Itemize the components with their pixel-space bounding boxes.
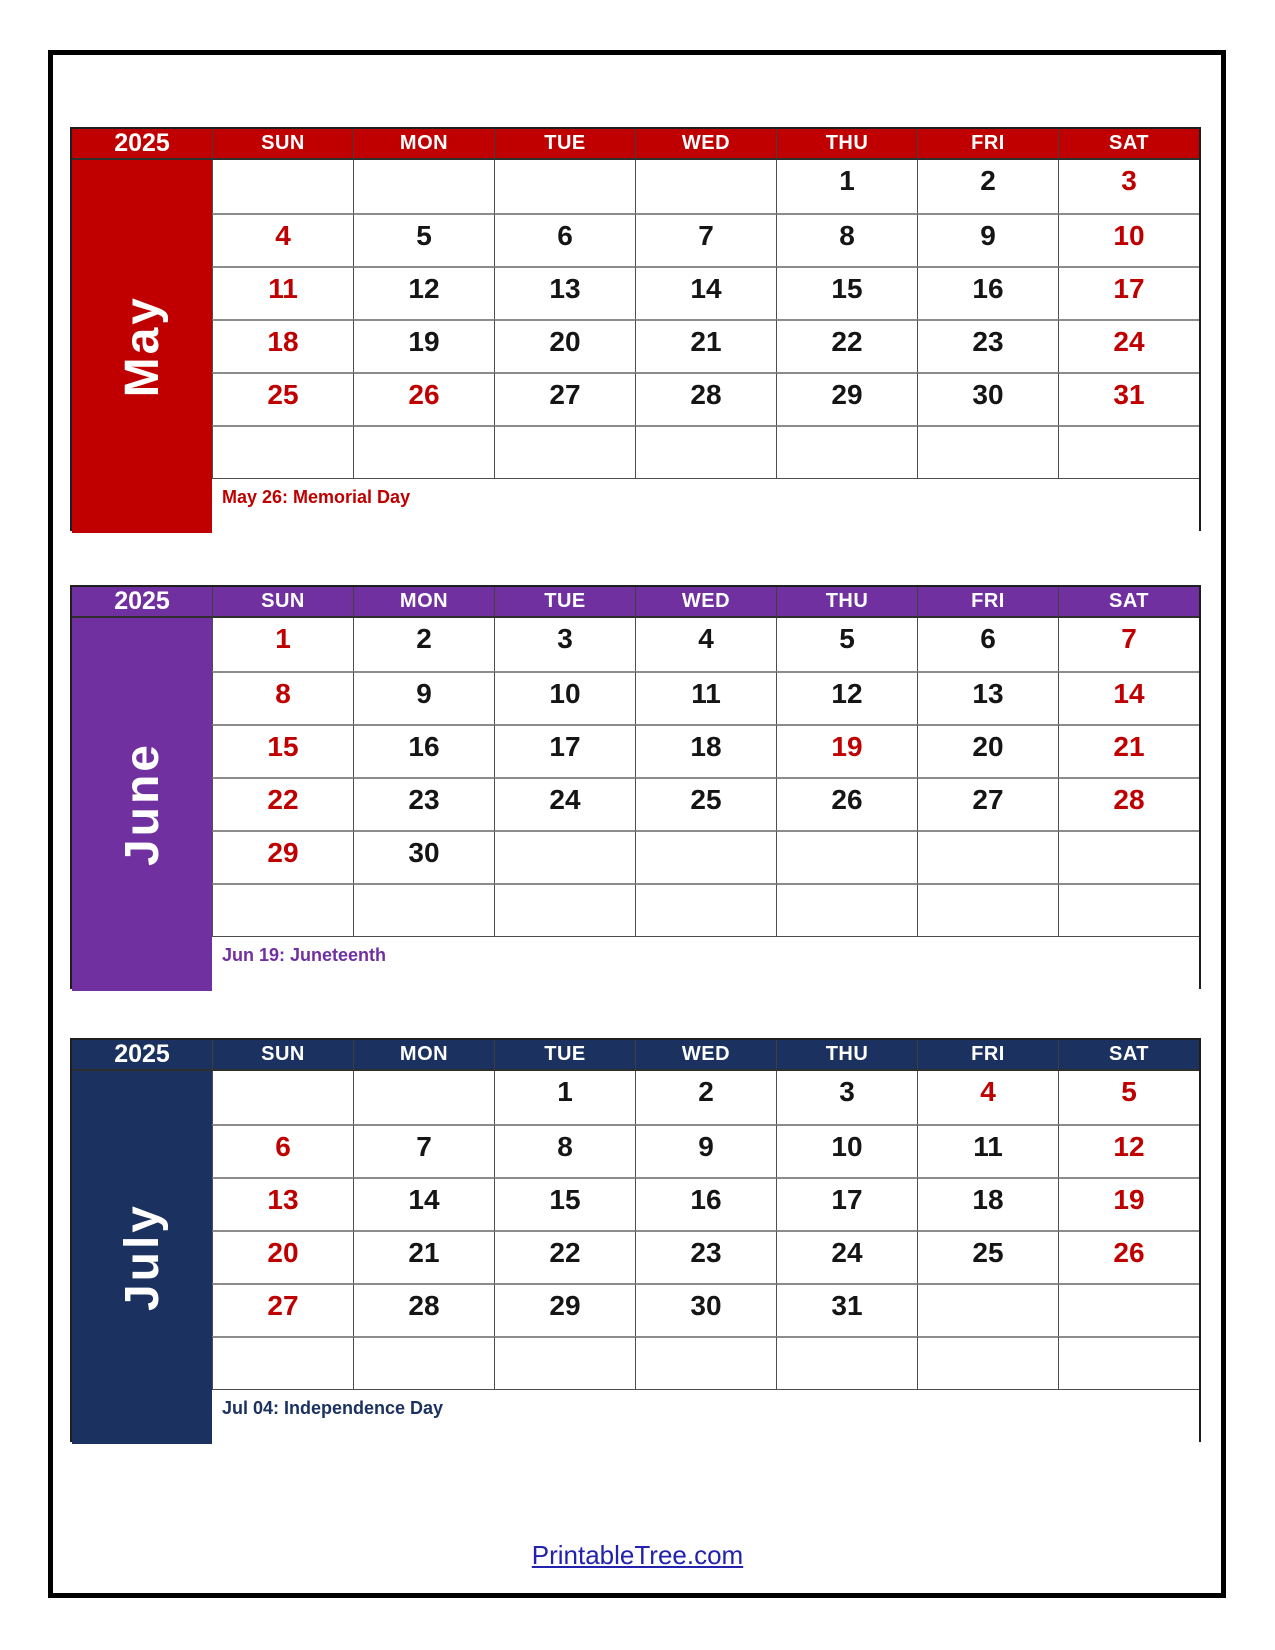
date-cell-empty [353, 1336, 494, 1389]
weekday-header-fri: FRI [917, 129, 1058, 160]
date-cell-may-9: 9 [917, 213, 1058, 266]
date-cell-june-25: 25 [635, 777, 776, 830]
date-cell-empty [635, 160, 776, 213]
date-cell-june-6: 6 [917, 618, 1058, 671]
footer-site-link[interactable]: PrintableTree.com [531, 1540, 744, 1570]
date-cell-may-5: 5 [353, 213, 494, 266]
date-cell-june-12: 12 [776, 671, 917, 724]
date-cell-june-15: 15 [212, 724, 353, 777]
date-cell-empty [212, 1336, 353, 1389]
date-cell-july-20: 20 [212, 1230, 353, 1283]
date-cell-june-8: 8 [212, 671, 353, 724]
weekday-header-tue: TUE [494, 587, 635, 618]
holiday-note: Jun 19: Juneteenth [212, 936, 1199, 991]
date-cell-empty [635, 830, 776, 883]
date-cell-july-16: 16 [635, 1177, 776, 1230]
date-cell-may-21: 21 [635, 319, 776, 372]
weekday-header-mon: MON [353, 129, 494, 160]
weekday-header-sun: SUN [212, 129, 353, 160]
date-cell-june-24: 24 [494, 777, 635, 830]
date-cell-empty [494, 160, 635, 213]
date-cell-may-10: 10 [1058, 213, 1199, 266]
date-cell-july-11: 11 [917, 1124, 1058, 1177]
date-cell-empty [1058, 830, 1199, 883]
weekday-header-sat: SAT [1058, 1040, 1199, 1071]
weekday-header-wed: WED [635, 587, 776, 618]
date-cell-may-23: 23 [917, 319, 1058, 372]
month-name-block [72, 160, 212, 533]
date-cell-june-28: 28 [1058, 777, 1199, 830]
year-label: 2025 [72, 129, 212, 160]
holiday-note: Jul 04: Independence Day [212, 1389, 1199, 1444]
date-cell-june-23: 23 [353, 777, 494, 830]
date-cell-empty [776, 1336, 917, 1389]
weekday-header-fri: FRI [917, 1040, 1058, 1071]
weekday-header-fri: FRI [917, 587, 1058, 618]
date-cell-empty [776, 830, 917, 883]
date-cell-may-3: 3 [1058, 160, 1199, 213]
weekday-header-wed: WED [635, 129, 776, 160]
date-cell-empty [917, 1283, 1058, 1336]
date-cell-july-23: 23 [635, 1230, 776, 1283]
date-cell-empty [353, 425, 494, 478]
date-cell-may-6: 6 [494, 213, 635, 266]
date-cell-june-11: 11 [635, 671, 776, 724]
date-cell-empty [917, 425, 1058, 478]
date-cell-june-4: 4 [635, 618, 776, 671]
date-cell-june-18: 18 [635, 724, 776, 777]
date-cell-june-3: 3 [494, 618, 635, 671]
date-cell-july-27: 27 [212, 1283, 353, 1336]
weekday-header-wed: WED [635, 1040, 776, 1071]
date-cell-empty [212, 425, 353, 478]
date-cell-july-12: 12 [1058, 1124, 1199, 1177]
date-cell-may-29: 29 [776, 372, 917, 425]
date-cell-july-6: 6 [212, 1124, 353, 1177]
date-cell-empty [494, 1336, 635, 1389]
date-cell-empty [776, 883, 917, 936]
date-cell-may-28: 28 [635, 372, 776, 425]
date-cell-may-2: 2 [917, 160, 1058, 213]
date-cell-july-13: 13 [212, 1177, 353, 1230]
date-cell-empty [1058, 425, 1199, 478]
date-cell-empty [494, 425, 635, 478]
month-name-label: May [115, 295, 169, 398]
date-cell-june-17: 17 [494, 724, 635, 777]
month-name-block [72, 618, 212, 991]
date-cell-may-18: 18 [212, 319, 353, 372]
date-cell-july-2: 2 [635, 1071, 776, 1124]
weekday-header-mon: MON [353, 587, 494, 618]
date-cell-may-8: 8 [776, 213, 917, 266]
date-cell-june-26: 26 [776, 777, 917, 830]
date-cell-empty [1058, 1283, 1199, 1336]
date-cell-june-29: 29 [212, 830, 353, 883]
date-cell-empty [1058, 1336, 1199, 1389]
date-cell-july-15: 15 [494, 1177, 635, 1230]
date-cell-empty [353, 883, 494, 936]
date-cell-empty [917, 830, 1058, 883]
date-cell-july-4: 4 [917, 1071, 1058, 1124]
month-name-label: July [115, 1203, 169, 1312]
date-cell-may-12: 12 [353, 266, 494, 319]
date-cell-empty [212, 883, 353, 936]
date-cell-july-10: 10 [776, 1124, 917, 1177]
date-cell-july-21: 21 [353, 1230, 494, 1283]
holiday-note: May 26: Memorial Day [212, 478, 1199, 533]
year-label: 2025 [72, 587, 212, 618]
date-cell-empty [494, 830, 635, 883]
date-cell-july-5: 5 [1058, 1071, 1199, 1124]
date-cell-june-20: 20 [917, 724, 1058, 777]
date-cell-empty [353, 160, 494, 213]
date-cell-may-16: 16 [917, 266, 1058, 319]
date-cell-july-1: 1 [494, 1071, 635, 1124]
date-cell-july-26: 26 [1058, 1230, 1199, 1283]
date-cell-empty [917, 1336, 1058, 1389]
date-cell-june-7: 7 [1058, 618, 1199, 671]
date-cell-empty [353, 1071, 494, 1124]
date-cell-empty [917, 883, 1058, 936]
weekday-header-tue: TUE [494, 129, 635, 160]
date-cell-may-27: 27 [494, 372, 635, 425]
footer [0, 1540, 1275, 1571]
date-cell-may-22: 22 [776, 319, 917, 372]
date-cell-june-21: 21 [1058, 724, 1199, 777]
date-cell-july-18: 18 [917, 1177, 1058, 1230]
date-cell-may-19: 19 [353, 319, 494, 372]
weekday-header-mon: MON [353, 1040, 494, 1071]
date-cell-july-31: 31 [776, 1283, 917, 1336]
date-cell-july-29: 29 [494, 1283, 635, 1336]
date-cell-empty [776, 425, 917, 478]
date-cell-empty [212, 160, 353, 213]
date-cell-may-25: 25 [212, 372, 353, 425]
date-cell-empty [1058, 883, 1199, 936]
date-cell-june-2: 2 [353, 618, 494, 671]
date-cell-july-25: 25 [917, 1230, 1058, 1283]
month-calendar-may [70, 127, 1201, 531]
date-cell-may-1: 1 [776, 160, 917, 213]
date-cell-june-14: 14 [1058, 671, 1199, 724]
date-cell-june-1: 1 [212, 618, 353, 671]
date-cell-may-14: 14 [635, 266, 776, 319]
month-calendar-july [70, 1038, 1201, 1442]
date-cell-july-30: 30 [635, 1283, 776, 1336]
date-cell-june-19: 19 [776, 724, 917, 777]
weekday-header-thu: THU [776, 129, 917, 160]
weekday-header-thu: THU [776, 1040, 917, 1071]
date-cell-empty [635, 1336, 776, 1389]
weekday-header-sat: SAT [1058, 129, 1199, 160]
date-cell-empty [635, 425, 776, 478]
year-label: 2025 [72, 1040, 212, 1071]
date-cell-may-20: 20 [494, 319, 635, 372]
date-cell-may-15: 15 [776, 266, 917, 319]
date-cell-july-28: 28 [353, 1283, 494, 1336]
date-cell-empty [494, 883, 635, 936]
date-cell-may-4: 4 [212, 213, 353, 266]
date-cell-june-30: 30 [353, 830, 494, 883]
date-cell-june-13: 13 [917, 671, 1058, 724]
weekday-header-sun: SUN [212, 1040, 353, 1071]
date-cell-may-30: 30 [917, 372, 1058, 425]
date-cell-empty [212, 1071, 353, 1124]
weekday-header-tue: TUE [494, 1040, 635, 1071]
month-name-label: June [115, 742, 169, 867]
date-cell-may-13: 13 [494, 266, 635, 319]
date-cell-july-14: 14 [353, 1177, 494, 1230]
date-cell-june-16: 16 [353, 724, 494, 777]
weekday-header-thu: THU [776, 587, 917, 618]
weekday-header-sun: SUN [212, 587, 353, 618]
date-cell-june-5: 5 [776, 618, 917, 671]
date-cell-july-9: 9 [635, 1124, 776, 1177]
date-cell-june-27: 27 [917, 777, 1058, 830]
date-cell-july-22: 22 [494, 1230, 635, 1283]
date-cell-may-7: 7 [635, 213, 776, 266]
month-name-block [72, 1071, 212, 1444]
date-cell-july-3: 3 [776, 1071, 917, 1124]
date-cell-empty [635, 883, 776, 936]
date-cell-june-9: 9 [353, 671, 494, 724]
date-cell-july-19: 19 [1058, 1177, 1199, 1230]
date-cell-july-17: 17 [776, 1177, 917, 1230]
month-calendar-june [70, 585, 1201, 989]
date-cell-june-10: 10 [494, 671, 635, 724]
date-cell-may-11: 11 [212, 266, 353, 319]
date-cell-july-7: 7 [353, 1124, 494, 1177]
date-cell-may-24: 24 [1058, 319, 1199, 372]
weekday-header-sat: SAT [1058, 587, 1199, 618]
date-cell-may-26: 26 [353, 372, 494, 425]
date-cell-may-31: 31 [1058, 372, 1199, 425]
date-cell-june-22: 22 [212, 777, 353, 830]
date-cell-may-17: 17 [1058, 266, 1199, 319]
date-cell-july-8: 8 [494, 1124, 635, 1177]
date-cell-july-24: 24 [776, 1230, 917, 1283]
